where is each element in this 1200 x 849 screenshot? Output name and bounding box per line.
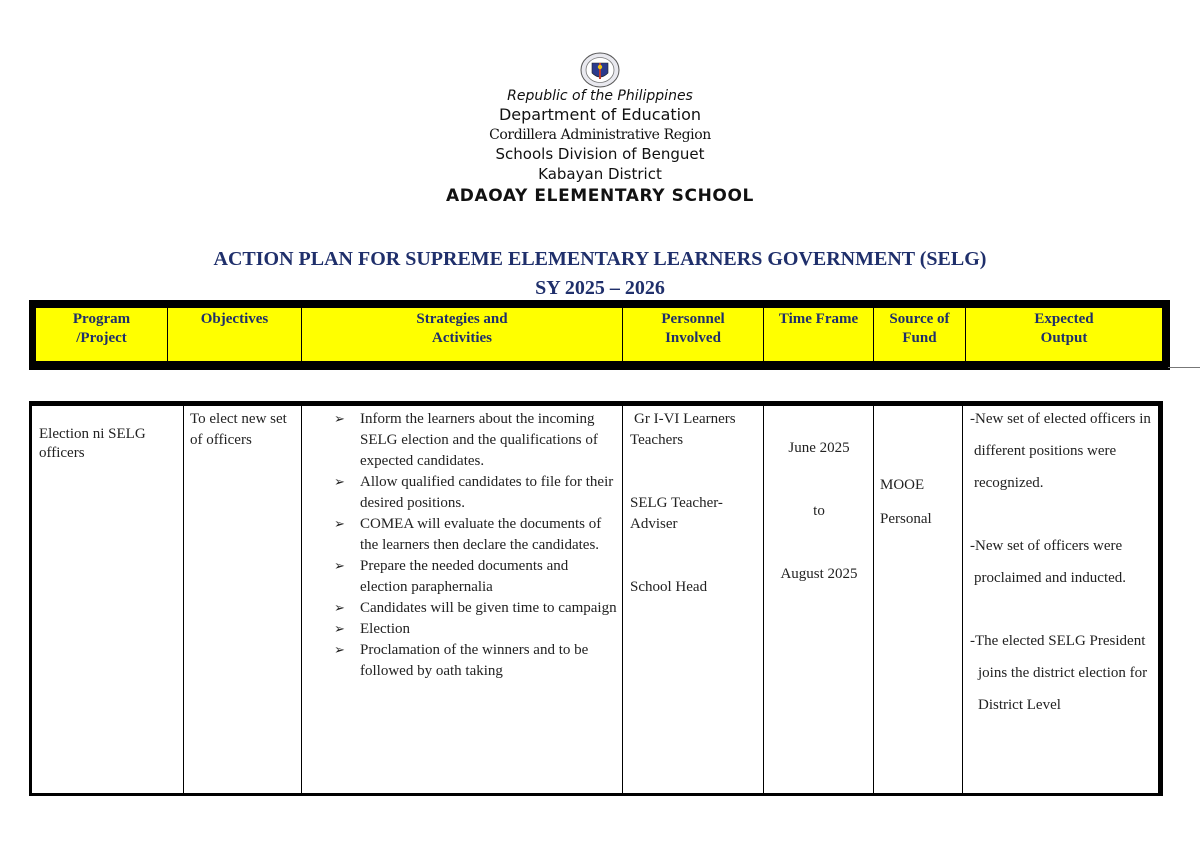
column-header-time-frame bbox=[763, 308, 873, 361]
arrow-bullet-icon: ➢ bbox=[334, 601, 345, 616]
time-frame-to: to bbox=[813, 503, 825, 519]
table-border-right bbox=[1158, 401, 1163, 796]
arrow-bullet-icon: ➢ bbox=[334, 517, 345, 532]
column-header-strategies bbox=[301, 308, 622, 361]
spacer bbox=[970, 684, 1156, 695]
column-divider bbox=[622, 406, 623, 793]
school-name: ADAOAY ELEMENTARY SCHOOL bbox=[446, 186, 754, 206]
time-frame-start: June 2025 bbox=[788, 440, 850, 456]
spacer bbox=[766, 522, 872, 564]
table-border-top bbox=[29, 401, 1163, 406]
arrow-bullet-icon: ➢ bbox=[334, 559, 345, 574]
deped-seal-icon bbox=[580, 52, 620, 88]
output-line: -New set of officers were bbox=[970, 538, 1123, 554]
table-border-left bbox=[29, 401, 32, 796]
school-year: SY 2025 – 2026 bbox=[535, 277, 665, 299]
fund-line: Personal bbox=[880, 511, 932, 527]
arrow-bullet-icon: ➢ bbox=[334, 475, 345, 490]
strategies-cell bbox=[334, 409, 618, 682]
strategy-text: Proclamation of the winners and to be followed by oath taking bbox=[360, 642, 589, 679]
column-divider bbox=[873, 406, 874, 793]
column-header-expected-output bbox=[965, 308, 1162, 361]
spacer bbox=[970, 494, 1156, 536]
fund-cell bbox=[880, 468, 960, 536]
strategies-list bbox=[334, 409, 618, 682]
spacer bbox=[970, 652, 1156, 663]
column-header-text: /Project bbox=[76, 330, 127, 346]
column-header-text: Source of bbox=[889, 311, 950, 327]
republic-line: Republic of the Philippines bbox=[507, 88, 693, 104]
column-header-objectives bbox=[167, 308, 301, 361]
program-cell: Election ni SELG officers bbox=[39, 426, 146, 461]
personnel-line: Teachers bbox=[630, 432, 684, 448]
output-line: recognized. bbox=[974, 475, 1044, 491]
output-line: -New set of elected officers in bbox=[970, 411, 1151, 427]
strategy-text: Inform the learners about the incoming SELG election and the qualifications of expected candidates. bbox=[360, 411, 598, 469]
column-header-source-of-fund bbox=[873, 308, 965, 361]
document-title: ACTION PLAN FOR SUPREME ELEMENTARY LEARNERS GOVERNMENT (SELG) bbox=[213, 248, 987, 270]
spacer bbox=[970, 589, 1156, 631]
column-divider bbox=[763, 406, 764, 793]
arrow-bullet-icon: ➢ bbox=[334, 412, 345, 427]
column-header-text: Activities bbox=[432, 330, 492, 346]
divider-line bbox=[1168, 367, 1200, 368]
column-header-personnel bbox=[622, 308, 763, 361]
output-line: proclaimed and inducted. bbox=[974, 570, 1127, 586]
division-line: Schools Division of Benguet bbox=[495, 145, 705, 163]
list-item bbox=[334, 409, 618, 472]
table-border-bottom bbox=[29, 793, 1163, 796]
column-header-text: Output bbox=[1040, 330, 1088, 346]
output-line: District Level bbox=[978, 697, 1061, 713]
spacer bbox=[630, 451, 760, 493]
personnel-line: Gr I-VI Learners bbox=[634, 411, 736, 427]
district-line: Kabayan District bbox=[538, 165, 662, 183]
column-header-text: Objectives bbox=[200, 311, 269, 327]
output-line: joins the district election for bbox=[978, 665, 1148, 681]
column-header-row bbox=[36, 308, 1162, 361]
column-header-text: Fund bbox=[902, 330, 937, 346]
output-line: -The elected SELG President bbox=[970, 633, 1146, 649]
column-divider bbox=[962, 406, 963, 793]
column-header-program bbox=[36, 308, 167, 361]
column-header-text: Personnel bbox=[661, 311, 725, 327]
column-header-text: Involved bbox=[665, 330, 721, 346]
column-divider bbox=[301, 406, 302, 793]
strategy-text: Prepare the needed documents and election paraphernalia bbox=[360, 558, 569, 595]
spacer bbox=[970, 557, 1156, 568]
strategy-text: Allow qualified candidates to file for their desired positions. bbox=[360, 474, 614, 511]
region-line: Cordillera Administrative Region bbox=[489, 127, 711, 143]
output-line: different positions were bbox=[974, 443, 1117, 459]
spacer bbox=[970, 462, 1156, 473]
list-item bbox=[334, 598, 618, 619]
spacer bbox=[630, 535, 760, 577]
personnel-line: SELG Teacher-Adviser bbox=[630, 495, 723, 532]
list-item bbox=[334, 472, 618, 514]
personnel-cell bbox=[630, 409, 760, 598]
arrow-bullet-icon: ➢ bbox=[334, 643, 345, 658]
arrow-bullet-icon: ➢ bbox=[334, 622, 345, 637]
spacer bbox=[766, 459, 872, 501]
list-item bbox=[334, 514, 618, 556]
strategy-text: COMEA will evaluate the documents of the learners then declare the candidates. bbox=[360, 516, 602, 553]
department-line: Department of Education bbox=[498, 105, 702, 124]
personnel-line: School Head bbox=[630, 579, 708, 595]
column-divider bbox=[183, 406, 184, 793]
expected-output-cell bbox=[970, 409, 1156, 716]
list-item bbox=[334, 619, 618, 640]
list-item bbox=[334, 556, 618, 598]
time-frame-end: August 2025 bbox=[780, 566, 858, 582]
list-item bbox=[334, 640, 618, 682]
column-header-text: Time Frame bbox=[778, 311, 859, 327]
column-header-text: Program bbox=[72, 311, 131, 327]
strategy-text: Candidates will be given time to campaign bbox=[360, 600, 617, 616]
column-header-text: Strategies and bbox=[416, 311, 508, 327]
fund-line: MOOE bbox=[880, 477, 925, 493]
spacer bbox=[970, 430, 1156, 441]
time-frame-cell bbox=[766, 438, 872, 585]
strategy-text: Election bbox=[360, 621, 410, 637]
objectives-cell: To elect new set of officers bbox=[190, 411, 287, 448]
column-header-text: Expected bbox=[1034, 311, 1094, 327]
